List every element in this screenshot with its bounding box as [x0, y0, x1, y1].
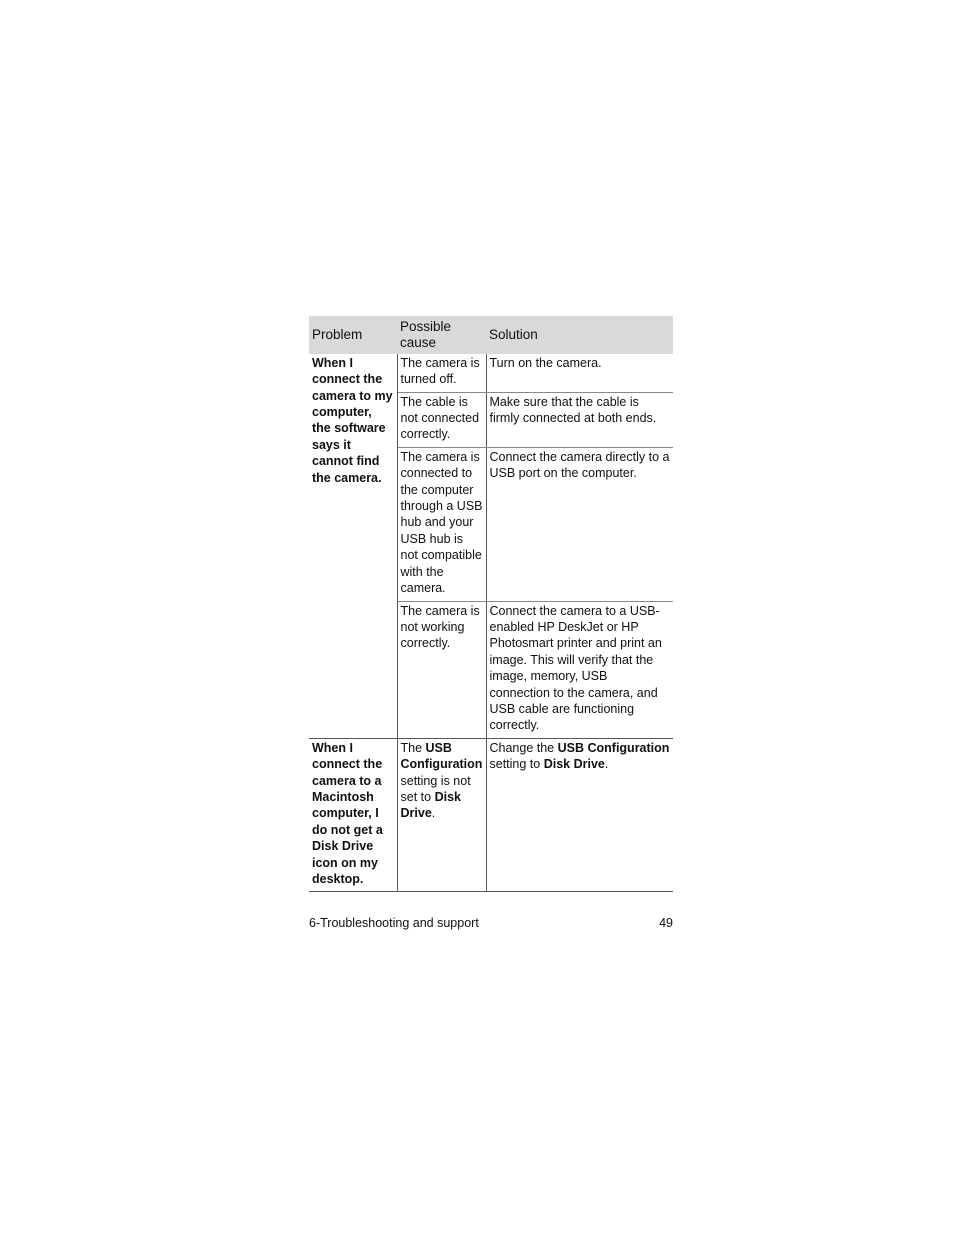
- solution-cell: Connect the camera directly to a USB port on the computer.: [486, 447, 673, 601]
- cause-cell: The camera is connected to the computer through a USB hub and your USB hub is not compatible with the camera.: [397, 447, 486, 601]
- disk-drive-term: Disk Drive: [400, 789, 461, 821]
- footer-section-title: 6-Troubleshooting and support: [309, 916, 479, 930]
- usb-configuration-term: USB Configuration: [400, 740, 483, 772]
- table-row: [309, 738, 673, 892]
- page-number: 49: [659, 916, 673, 930]
- solution-cell: Turn on the camera.: [486, 354, 673, 392]
- cause-cell: The cable is not connected correctly.: [397, 392, 486, 447]
- cause-suffix: .: [431, 806, 436, 821]
- solution-cell: Connect the camera to a USB-enabled HP DeskJet or HP Photosmart printer and print an image. This will verify that the image, memory, USB connection to the camera, and USB cable are functioning correctly.: [486, 601, 673, 738]
- solution-middle: setting to: [489, 757, 541, 772]
- solution-prefix: Change the: [489, 740, 555, 755]
- cause-cell: The camera is not working correctly.: [397, 601, 486, 738]
- solution-cell: [486, 738, 673, 892]
- table-header-row: [309, 316, 673, 354]
- problem-cell: When I connect the camera to a Macintosh computer, I do not get a Disk Drive icon on my desktop.: [309, 738, 397, 892]
- cause-cell: [397, 738, 486, 892]
- solution-suffix: .: [604, 757, 609, 772]
- header-possible-cause: Possible cause: [397, 316, 486, 354]
- usb-configuration-term: USB Configuration: [557, 740, 670, 755]
- problem-cell: When I connect the camera to my computer, the software says it cannot find the camera.: [309, 354, 397, 738]
- solution-cell: Make sure that the cable is firmly connected at both ends.: [486, 392, 673, 447]
- header-problem: Problem: [309, 316, 397, 354]
- cause-cell: The camera is turned off.: [397, 354, 486, 392]
- cause-middle: setting is not set to: [400, 773, 471, 804]
- header-solution: Solution: [486, 316, 673, 354]
- disk-drive-term: Disk Drive: [543, 757, 605, 772]
- table-row: [309, 354, 673, 392]
- cause-prefix: The: [400, 740, 423, 755]
- troubleshooting-table: [309, 316, 673, 892]
